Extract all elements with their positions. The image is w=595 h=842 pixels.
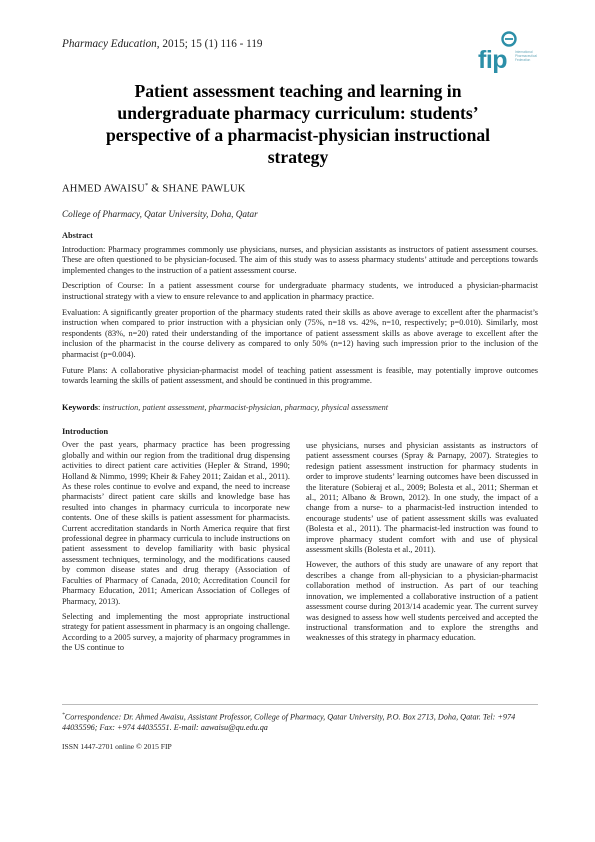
intro-paragraph: Selecting and implementing the most appropriate instructional strategy for patient assessment in pharmacy is an ongoing challenge. According to a 2005 survey, a majority of pharmacy programmes in the US continue to (62, 611, 290, 653)
running-head (62, 38, 263, 50)
abstract-description: Description of Course: In a patient assessment course for undergraduate pharmacy students, we introduced a physician-pharmacist instructional strategy with a view to ensure relevance to and application in pharmacy practice. (62, 281, 538, 301)
intro-paragraph: use physicians, nurses and physician assistants as instructors of patient assessment courses (Spray & Parnapy, 2007). Strategies to redesign patient assessment instruction for pharmacy students in order to improve students’ learning outcomes have been discussed in the literature (Sobieraj et al., 2009; Bolesta et al., 2011; Sherman et al., 2011; Albano & Brown, 2012). In one study, the impact of a change from a nurse- to a pharmacist-led instruction intended to encourage students’ use of patient assessment skills was evaluated (Bolesta et al., 2011). The pharmacist-led instruction was found to improve pharmacy student comfort with and use of physical assessment skills (Bolesta et al., 2011). (306, 441, 538, 555)
intro-paragraph: Over the past years, pharmacy practice has been progressing globally and within our region from the traditional drug dispensing activities to direct patient care activities (Hepler & Strand, 1990; Holland & Nimmo, 1999; Kheir & Fahey 2011; Zaidan et al., 2011). As these roles continue to evolve and expand, the need to increase pharmacists’ direct patient care skills and knowledge base has resulted into changes in pharmacy curricula to incorporate new contents. One of these skills is patient assessment for pharmacists. Current accreditation standards in North America require that first professional degree in pharmacy curricula to include instructions on patient assessment to develop familiarity with basic physical assessment techniques, terminology, and the modifications caused by common disease states and drug therapy (Association of Faculties of Pharmacy of Canada, 2010; Accreditation Council for Pharmacy Education, 2011; American Association of Colleges of Pharmacy, 2013). (62, 440, 290, 606)
journal-name: Pharmacy Education (62, 38, 157, 50)
footnote-mark: * (62, 712, 65, 718)
author-first: AHMED AWAISU (62, 183, 145, 195)
keywords-separator: : (97, 403, 103, 412)
keywords-label: Keywords (62, 403, 98, 412)
corresponding-mark: * (144, 182, 149, 189)
logo-text: fip (478, 46, 508, 74)
affiliation: College of Pharmacy, Qatar University, Doha, Qatar (62, 209, 258, 219)
author-rest: & SHANE PAWLUK (148, 183, 246, 195)
abstract-heading: Abstract (62, 231, 93, 240)
citation: , 2015; 15 (1) 116 - 119 (156, 38, 263, 50)
authors (62, 182, 246, 195)
introduction-heading: Introduction (62, 426, 109, 436)
fip-logo (478, 26, 538, 80)
intro-paragraph: However, the authors of this study are unaware of any report that describes a change from all-physician to a physician-pharmacist collaboration method of instruction. As part of our teaching innovation, we implemented a collaborative instruction of a patient assessment course during 2013/14 academic year. The current survey was designed to assess how well students perceived and accepted the instructional transformation and to explore the strengths and weaknesses of this strategy in pharmacy education. (306, 560, 538, 643)
abstract (62, 231, 538, 392)
abstract-future-plans: Future Plans: A collaborative physician-pharmacist model of teaching patient assessment is feasible, may potentially improve outcomes towards learning the skills of patient assessment, and should be continued in this programme. (62, 365, 538, 386)
column-left (62, 426, 290, 659)
issn-line: ISSN 1447-2701 online © 2015 FIP (62, 742, 172, 751)
footnote-text: Correspondence: Dr. Ahmed Awaisu, Assistant Professor, College of Pharmacy, Qatar University, P.O. Box 2713, Doha, Qatar. Tel: +974 44035596; Fax: +974 44035551. E-mail: aawaisu@qu.edu.qa (62, 712, 516, 733)
footnote-divider (62, 704, 538, 705)
abstract-introduction: Introduction: Pharmacy programmes commonly use physicians, nurses, and physician assistants as instructors of patient assessment courses. These are often questioned to be physician-focused. The aim of this study was to assess pharmacy students’ attitude and perceptions towards implemented changes to the instruction of a patient assessment course. (62, 244, 538, 275)
keywords-list: instruction, patient assessment, pharmacist-physician, pharmacy, physical assessment (102, 403, 389, 412)
abstract-evaluation: Evaluation: A significantly greater proportion of the pharmacy students rated their skills as above average to excellent after the pharmacist’s instruction when compared to prior instruction with a physician only (75%, n=18 vs. 42%, n=10, respectively; p=0.010). Similarly, most respondents (83%, n=20) rated their understanding of the importance of patient assessment skills as above average to excellent after the inclusion of the pharmacist in the course delivery as compared to only 50% (n=12) having such impression prior to the inclusion of the pharmacist (p=0.004). (62, 307, 538, 359)
column-right (306, 441, 538, 649)
logo-tagline: International Pharmaceutical Federation (515, 50, 537, 63)
article-title: Patient assessment teaching and learning in undergraduate pharmacy curriculum: students’ perspective of a pharmacist-physician instructional strategy (105, 81, 491, 167)
correspondence-footnote (62, 710, 538, 734)
keywords (62, 403, 538, 412)
